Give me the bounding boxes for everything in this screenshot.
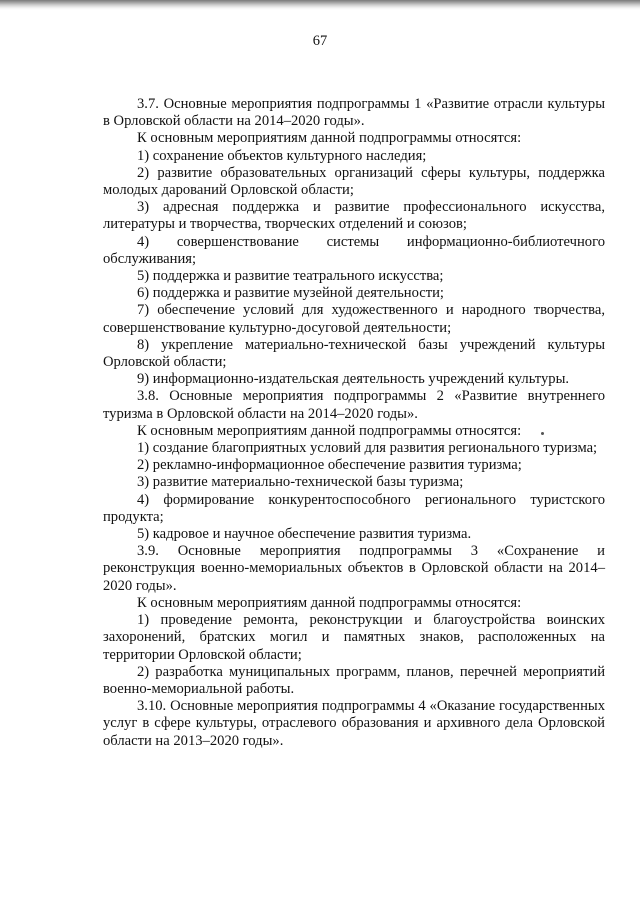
measures-intro: К основным мероприятиям данной подпрограммы относятся:: [137, 130, 522, 147]
list-item: 8) укрепление материально-технической базы учреждений культуры Орловской области;: [103, 336, 605, 371]
list-item: 4) формирование конкурентоспособного регионального туристского продукта;: [103, 491, 605, 525]
list-item: 1) создание благоприятных условий для развития регионального туризма;: [137, 440, 598, 457]
measures-intro: К основным мероприятиям данной подпрограммы относятся:: [137, 422, 522, 439]
list-item: 5) поддержка и развитие театрального искусства;: [137, 268, 444, 285]
list-item: 6) поддержка и развитие музейной деятельности;: [137, 285, 444, 302]
section-3-10-heading: 3.10. Основные мероприятия подпрограммы 4 «Оказание государственных услуг в сфере культуры, отраслевого образования и архивного дела Орловской области на 2013–2020 годы».: [103, 698, 605, 749]
list-item: 3) развитие материально-технической базы туризма;: [137, 474, 464, 491]
list-item: 2) развитие образовательных организаций сферы культуры, поддержка молодых дарований Орловской области;: [103, 164, 605, 199]
scan-edge: [0, 0, 640, 10]
section-3-7-heading: 3.7. Основные мероприятия подпрограммы 1 «Развитие отрасли культуры в Орловской области на 2014–2020 годы».: [103, 96, 605, 130]
list-item: 4) совершенствование системы информационно-библиотечного обслуживания;: [103, 233, 605, 267]
measures-intro: К основным мероприятиям данной подпрограммы относятся:: [137, 594, 522, 611]
list-item: 2) разработка муниципальных программ, планов, перечней мероприятий военно-мемориальной работы.: [103, 663, 605, 697]
list-item: 5) кадровое и научное обеспечение развития туризма.: [137, 526, 472, 543]
section-3-9-heading: 3.9. Основные мероприятия подпрограммы 3 «Сохранение и реконструкция военно-мемориальных объектов в Орловской области на 2014–2020 годы».: [103, 543, 605, 594]
list-item: 3) адресная поддержка и развитие профессионального искусства, литературы и творчества, творческих отделений и союзов;: [103, 199, 605, 233]
list-item: 7) обеспечение условий для художественного и народного творчества, совершенствование культурно-досуговой деятельности;: [103, 302, 605, 336]
list-item: 9) информационно-издательская деятельность учреждений культуры.: [137, 371, 570, 388]
document-body: [103, 96, 605, 750]
page-number: 67: [312, 33, 328, 49]
list-item: 2) рекламно-информационное обеспечение развития туризма;: [137, 457, 522, 474]
list-item: 1) проведение ремонта, реконструкции и благоустройства воинских захоронений, братских могил и памятных знаков, расположенных на территории Орловской области;: [103, 612, 605, 663]
list-item: 1) сохранение объектов культурного наследия;: [137, 147, 427, 164]
section-3-8-heading: 3.8. Основные мероприятия подпрограммы 2 «Развитие внутреннего туризма в Орловской области на 2014–2020 годы».: [103, 388, 605, 422]
